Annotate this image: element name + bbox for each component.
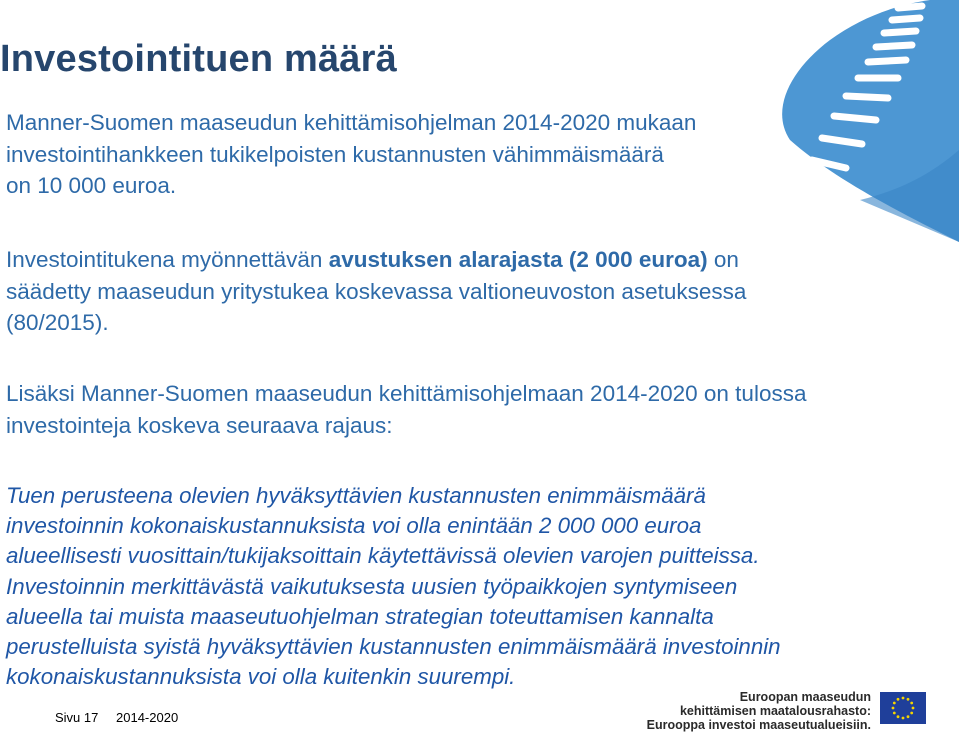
eu-fund-caption [647, 690, 871, 732]
eu-caption-line-1: Euroopan maaseudun [739, 690, 871, 704]
slide-title: Investointituen määrä [0, 38, 397, 80]
intro-line-3: on 10 000 euroa. [6, 173, 177, 198]
slide-footer [55, 710, 192, 725]
quote-line-3: alueellisesti vuosittain/tukijaksoittain käytettävissä olevien varojen puitteissa. [6, 543, 760, 569]
quote-line-7: kokonaiskustannuksista voi olla kuitenkin suurempi. [6, 664, 516, 690]
grant-line-1-pre: Investointitukena myönnettävän [6, 247, 329, 272]
grant-line-1-bold: avustuksen alarajasta (2 000 euroa) [328, 247, 708, 272]
restriction-line-1: Lisäksi Manner-Suomen maaseudun kehittämisohjelmaan 2014-2020 on tulossa [6, 381, 807, 406]
quote-line-2: investoinnin kokonaiskustannuksista voi olla enintään 2 000 000 euroa [6, 513, 702, 539]
intro-paragraph [6, 107, 906, 202]
eu-flag-icon [880, 692, 926, 724]
grant-minimum-paragraph [6, 244, 906, 339]
restriction-quote [6, 481, 916, 692]
grant-line-1-post: on [707, 247, 739, 272]
eu-caption-line-3: Eurooppa investoi maaseutualueisiin. [646, 718, 871, 732]
restriction-intro-paragraph [6, 378, 906, 441]
quote-line-1: Tuen perusteena olevien hyväksyttävien kustannusten enimmäismäärä [6, 483, 706, 508]
grant-line-1 [6, 244, 906, 276]
quote-line-5: alueella tai muista maaseutuohjelman strategian toteuttamisen kannalta [6, 603, 714, 629]
restriction-line-2: investointeja koskeva seuraava rajaus: [6, 412, 393, 438]
program-period: 2014-2020 [116, 710, 179, 725]
grant-line-2: säädetty maaseudun yritystukea koskevassa valtioneuvoston asetuksessa [6, 278, 747, 304]
intro-line-2: investointihankkeen tukikelpoisten kustannusten vähimmäismäärä [6, 141, 664, 167]
eu-caption-line-2: kehittämisen maatalousrahasto: [679, 704, 871, 718]
intro-line-1: Manner-Suomen maaseudun kehittämisohjelman 2014-2020 mukaan [6, 110, 697, 135]
quote-line-6: perustelluista syistä hyväksyttävien kustannusten enimmäismäärä investoinnin [6, 634, 781, 660]
grant-line-3: (80/2015). [6, 310, 109, 335]
page-number: Sivu 17 [55, 710, 99, 725]
quote-line-4: Investoinnin merkittävästä vaikutuksesta uusien työpaikkojen syntymiseen [6, 573, 738, 599]
